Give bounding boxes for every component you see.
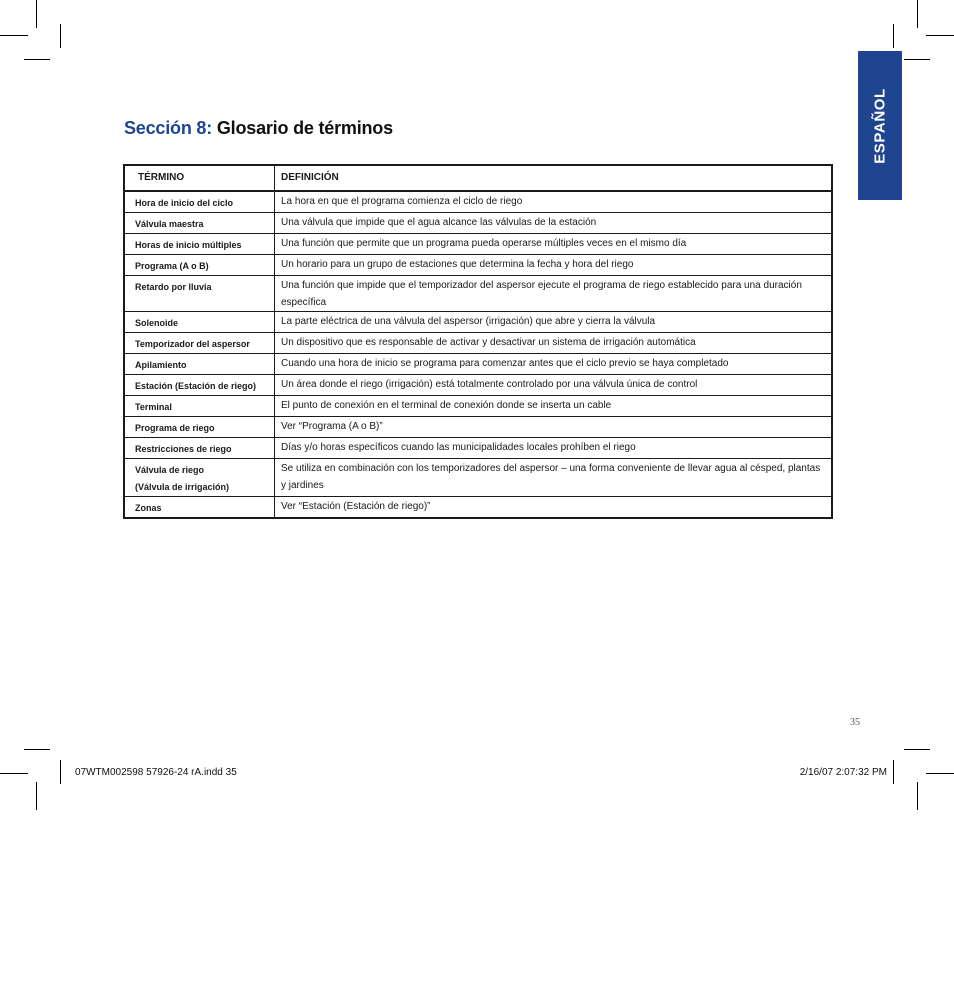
section-number: Sección 8:	[124, 118, 213, 138]
term-line: (Válvula de irrigación)	[135, 482, 230, 492]
table-row	[124, 213, 832, 234]
definition-cell: Un dispositivo que es responsable de activar y desactivar un sistema de irrigación automática	[275, 333, 833, 354]
crop-mark	[24, 59, 50, 60]
crop-mark	[904, 59, 930, 60]
column-header-term: TÉRMINO	[124, 165, 275, 191]
crop-mark	[60, 24, 61, 48]
definition-cell: Una función que permite que un programa pueda operarse múltiples veces en el mismo día	[275, 234, 833, 255]
crop-mark	[893, 760, 894, 784]
crop-mark	[0, 773, 28, 774]
definition-cell: Una función que impide que el temporizador del aspersor ejecute el programa de riego establecido para una duración específica	[275, 276, 833, 312]
term-cell: Programa de riego	[124, 417, 275, 438]
crop-mark	[24, 749, 50, 750]
column-header-definition: DEFINICIÓN	[275, 165, 833, 191]
term-cell: Terminal	[124, 396, 275, 417]
table-row	[124, 234, 832, 255]
term-cell: Zonas	[124, 497, 275, 519]
glossary-table	[123, 164, 833, 519]
table-row	[124, 354, 832, 375]
crop-mark	[36, 782, 37, 810]
term-cell: Temporizador del aspersor	[124, 333, 275, 354]
term-cell: Apilamiento	[124, 354, 275, 375]
definition-cell: Ver “Estación (Estación de riego)”	[275, 497, 833, 519]
section-name: Glosario de términos	[216, 118, 393, 138]
page-title	[124, 118, 393, 139]
language-tab-label: ESPAÑOL	[871, 87, 889, 164]
term-cell: Restricciones de riego	[124, 438, 275, 459]
crop-mark	[36, 0, 37, 28]
table-row	[124, 375, 832, 396]
crop-mark	[917, 782, 918, 810]
table-row	[124, 255, 832, 276]
term-cell	[124, 459, 275, 497]
definition-cell: Cuando una hora de inicio se programa para comenzar antes que el ciclo previo se haya completado	[275, 354, 833, 375]
slug-timestamp: 2/16/07 2:07:32 PM	[799, 767, 887, 778]
definition-cell: El punto de conexión en el terminal de conexión donde se inserta un cable	[275, 396, 833, 417]
crop-mark	[0, 35, 28, 36]
definition-cell: Un área donde el riego (irrigación) está totalmente controlado por una válvula única de control	[275, 375, 833, 396]
definition-cell: Días y/o horas específicos cuando las municipalidades locales prohíben el riego	[275, 438, 833, 459]
table-row	[124, 191, 832, 213]
page-number: 35	[850, 717, 860, 728]
crop-mark	[893, 24, 894, 48]
term-cell: Válvula maestra	[124, 213, 275, 234]
table-row	[124, 276, 832, 312]
term-cell: Horas de inicio múltiples	[124, 234, 275, 255]
crop-mark	[904, 749, 930, 750]
crop-mark	[926, 773, 954, 774]
table-row	[124, 417, 832, 438]
term-cell: Programa (A o B)	[124, 255, 275, 276]
term-cell: Retardo por lluvia	[124, 276, 275, 312]
table-row	[124, 497, 832, 519]
crop-mark	[926, 35, 954, 36]
term-line: Válvula de riego	[135, 465, 205, 475]
table-row	[124, 333, 832, 354]
table-header-row	[124, 165, 832, 191]
crop-mark	[917, 0, 918, 28]
definition-cell: Un horario para un grupo de estaciones que determina la fecha y hora del riego	[275, 255, 833, 276]
term-cell: Hora de inicio del ciclo	[124, 191, 275, 213]
table-row	[124, 459, 832, 497]
table-row	[124, 312, 832, 333]
term-cell: Solenoide	[124, 312, 275, 333]
definition-cell: La hora en que el programa comienza el ciclo de riego	[275, 191, 833, 213]
language-tab	[858, 51, 902, 200]
term-cell: Estación (Estación de riego)	[124, 375, 275, 396]
definition-cell: Se utiliza en combinación con los temporizadores del aspersor – una forma conveniente de llevar agua al césped, plantas y jardines	[275, 459, 833, 497]
definition-cell: Ver “Programa (A o B)”	[275, 417, 833, 438]
table-row	[124, 438, 832, 459]
crop-mark	[60, 760, 61, 784]
slug-filename: 07WTM002598 57926-24 rA.indd 35	[75, 767, 237, 778]
definition-cell: La parte eléctrica de una válvula del aspersor (irrigación) que abre y cierra la válvula	[275, 312, 833, 333]
definition-cell: Una válvula que impide que el agua alcance las válvulas de la estación	[275, 213, 833, 234]
table-row	[124, 396, 832, 417]
